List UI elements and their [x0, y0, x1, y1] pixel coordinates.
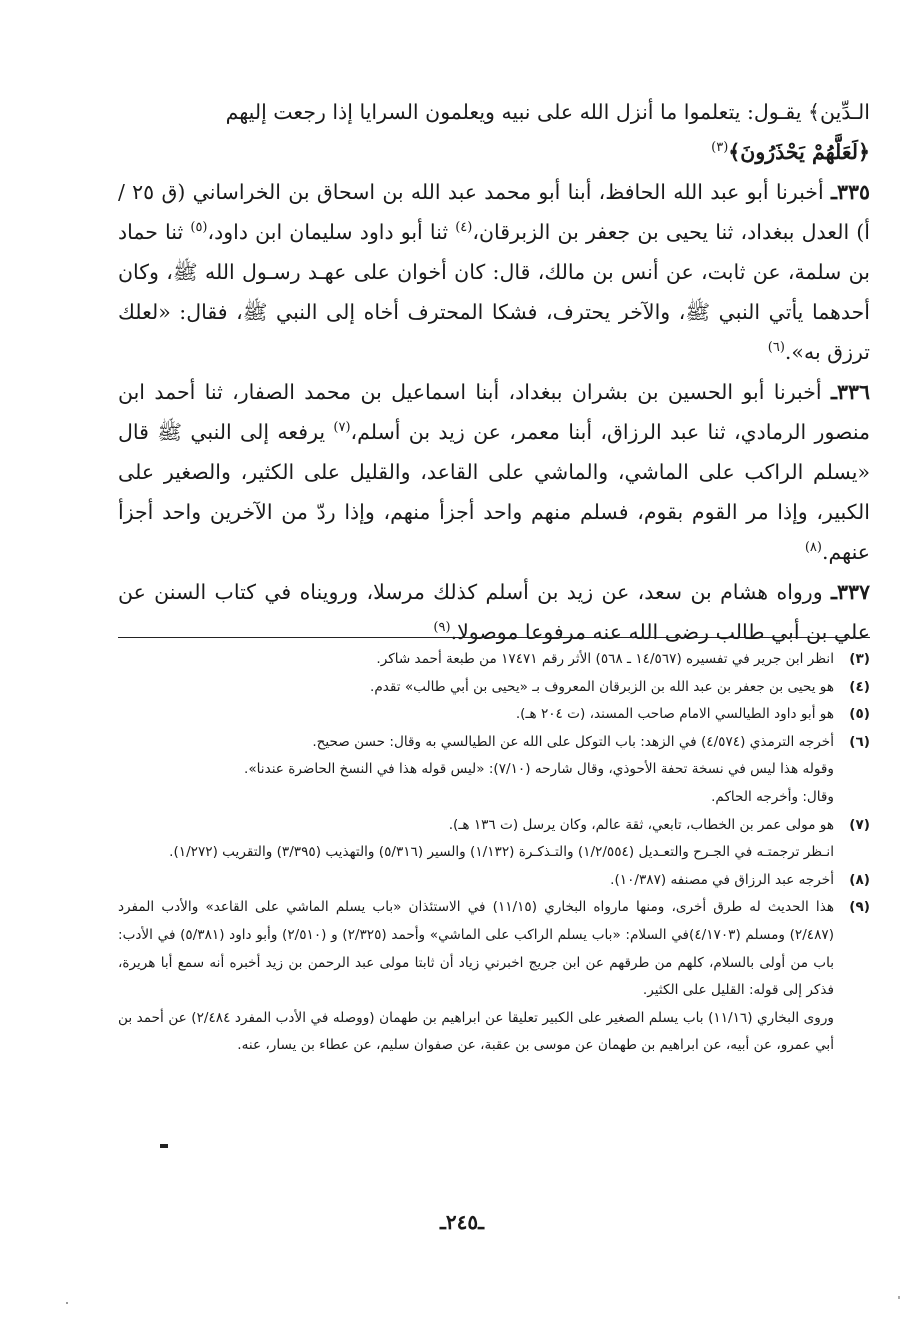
footnote-number: (٧) — [849, 816, 870, 833]
footnote-7 — [118, 812, 870, 840]
footnotes — [118, 646, 870, 1060]
footnote-ref: (٩) — [433, 620, 451, 636]
footnote-ref: (٦) — [767, 340, 785, 356]
footnote-9 — [118, 894, 870, 1004]
footnote-continuation: وقوله هذا ليس في نسخة تحفة الأحوذي، وقال شارحه (٧/١٠): «ليس قوله هذا في النسخ الحاضرة عندنا». — [244, 761, 834, 778]
footnote-4 — [118, 674, 870, 702]
footnote-5 — [118, 701, 870, 729]
footnote-number: (٥) — [849, 706, 870, 723]
footnote-number: (٨) — [849, 871, 870, 888]
footnote-6 — [118, 729, 870, 757]
hadith-335 — [118, 172, 870, 372]
footnote-text: هو مولى عمر بن الخطاب، تابعي، ثقة عالم، وكان يرسل (ت ١٣٦ هـ). — [448, 816, 834, 833]
footnote-divider — [118, 637, 870, 638]
quran-verse: ﴿لَعَلَّهُمْ يَحْذَرُونَ﴾ — [728, 140, 870, 164]
footnote-text: هو أبو داود الطيالسي الامام صاحب المسند، (ت ٢٠٤ هـ). — [515, 706, 834, 723]
footnote-text: أخرجه الترمذي (٤/٥٧٤) في الزهد: باب التوكل على الله عن الطيالسي به وقال: حسن صحيح. — [312, 733, 834, 750]
footnote-ref: (٨) — [804, 540, 822, 556]
page-number: ـ٢٤٥ـ — [440, 1210, 484, 1234]
text-span: يرفعه إلى النبي ﷺ قال «يسلم الراكب على الماشي، والماشي على القاعد، والقليل على الكثير، والصغير على الكبير، وإذا مر القوم بقوم، فسلم منهم واحد أجزأ منهم، وإذا ردّ من الآخرين واحد أجزأ عنهم. — [118, 420, 870, 564]
footnote-continuation: وروى البخاري (١١/١٦) باب يسلم الصغير على الكبير تعليقا عن ابراهيم بن طهمان (ووصله في الأدب المفرد ٢/٤٨٤) عن أحمد بن أبي عمرو، عن أبيه، عن ابراهيم بن طهمان عن موسى بن عقبة، عن صفوان سليم، عن عطاء بن يسار، عنه. — [118, 1009, 834, 1054]
footnote-number: (٦) — [849, 733, 870, 750]
hadith-number: ٣٣٦ـ — [830, 380, 870, 404]
main-text — [118, 92, 870, 652]
footnote-3 — [118, 646, 870, 674]
footnote-number: (٤) — [849, 678, 870, 695]
hadith-336 — [118, 372, 870, 572]
footnote-text: انظر ابن جرير في تفسيره (١٤/٥٦٧ ـ ٥٦٨) الأثر رقم ١٧٤٧١ من طبعة أحمد شاكر. — [376, 651, 834, 667]
text-line — [118, 92, 870, 132]
footnote-number: (٩) — [849, 899, 870, 916]
hadith-337 — [118, 572, 870, 652]
footnote-continuation: وقال: وأخرجه الحاكم. — [711, 788, 834, 805]
hadith-number: ٣٣٥ـ — [830, 180, 870, 204]
text-line — [118, 132, 870, 172]
footnote-ref: (٥) — [190, 220, 208, 236]
text-span: ورواه هشام بن سعد، عن زيد بن أسلم كذلك مرسلا، ورويناه في كتاب السنن عن علي بن أبي طالب رضى الله عنه مرفوعا موصولا. — [118, 580, 870, 644]
scan-speck — [898, 1296, 900, 1299]
hadith-number: ٣٣٧ـ — [830, 580, 870, 604]
footnote-8 — [118, 867, 870, 895]
footnote-continuation: انـظر ترجمتـه في الجـرح والتعـديل (١/٢/٥٥٤) والتـذكـرة (١/١٣٢) والسير (٥/٣١٦) والتهذيب (٣/٣٩٥) والتقريب (١/٢٧٢). — [169, 844, 834, 861]
footnote-number: (٣) — [849, 651, 870, 667]
text-span: أخبرنا أبو عبد الله الحافظ، أبنا أبو محمد عبد الله بن اسحاق بن الخراساني (ق ٢٥ / أ) العدل ببغداد، ثنا يحيى بن جعفر بن الزبرقان، — [118, 180, 870, 244]
text-span: الـدِّين﴾ يقـول: يتعلموا ما أنزل الله على نبيه ويعلمون السرايا إذا رجعت إليهم — [225, 100, 870, 124]
footnote-text: هذا الحديث له طرق أخرى، ومنها مارواه البخاري (١١/١٥) في الاستئذان «باب يسلم الماشي على القاعد» والأدب المفرد (٢/٤٨٧) ومسلم (٤/١٧٠٣)في السلام: «باب يسلم الراكب على الماشي» وأحمد (٢/٣٢٥) و (٢/٥١٠) وأبو داود (٥/٣٨١) في الأدب: باب من أولى بالسلام، كلهم من طرقهم عن ابن جريج اخبرني زياد أن ثابتا مولى عبد الرحمن بن زيد أخبره أنه سمع أبا هريرة، فذكر إلى قوله: القليل على الكثير. — [118, 899, 834, 999]
footnote-ref: (٣) — [711, 140, 729, 156]
footnote-text: هو يحيى بن جعفر بن عبد الله بن الزبرقان المعروف بـ «يحيى بن أبي طالب» تقدم. — [370, 678, 834, 695]
text-span: ثنا أبو داود سليمان ابن داود، — [207, 220, 456, 244]
print-mark — [160, 1144, 168, 1148]
footnote-text: أخرجه عبد الرزاق في مصنفه (١٠/٣٨٧). — [610, 871, 834, 888]
text-span: ثنا حماد بن سلمة، عن ثابت، عن أنس بن مالك، قال: كان أخوان على عهـد رسـول الله ﷺ، وكان أحدهما يأتي النبي ﷺ، والآخر يحترف، فشكا المحترف أخاه إلى النبي ﷺ، فقال: «لعلك ترزق به». — [118, 220, 870, 364]
text-span: أخبرنا أبو الحسين بن بشران ببغداد، أبنا اسماعيل بن محمد الصفار، ثنا أحمد ابن منصور الرمادي، ثنا عبد الرزاق، أبنا معمر، عن زيد بن أسلم، — [118, 380, 870, 444]
scan-speck — [66, 1302, 68, 1304]
footnote-ref: (٤) — [455, 220, 473, 236]
footnote-ref: (٧) — [333, 420, 351, 436]
